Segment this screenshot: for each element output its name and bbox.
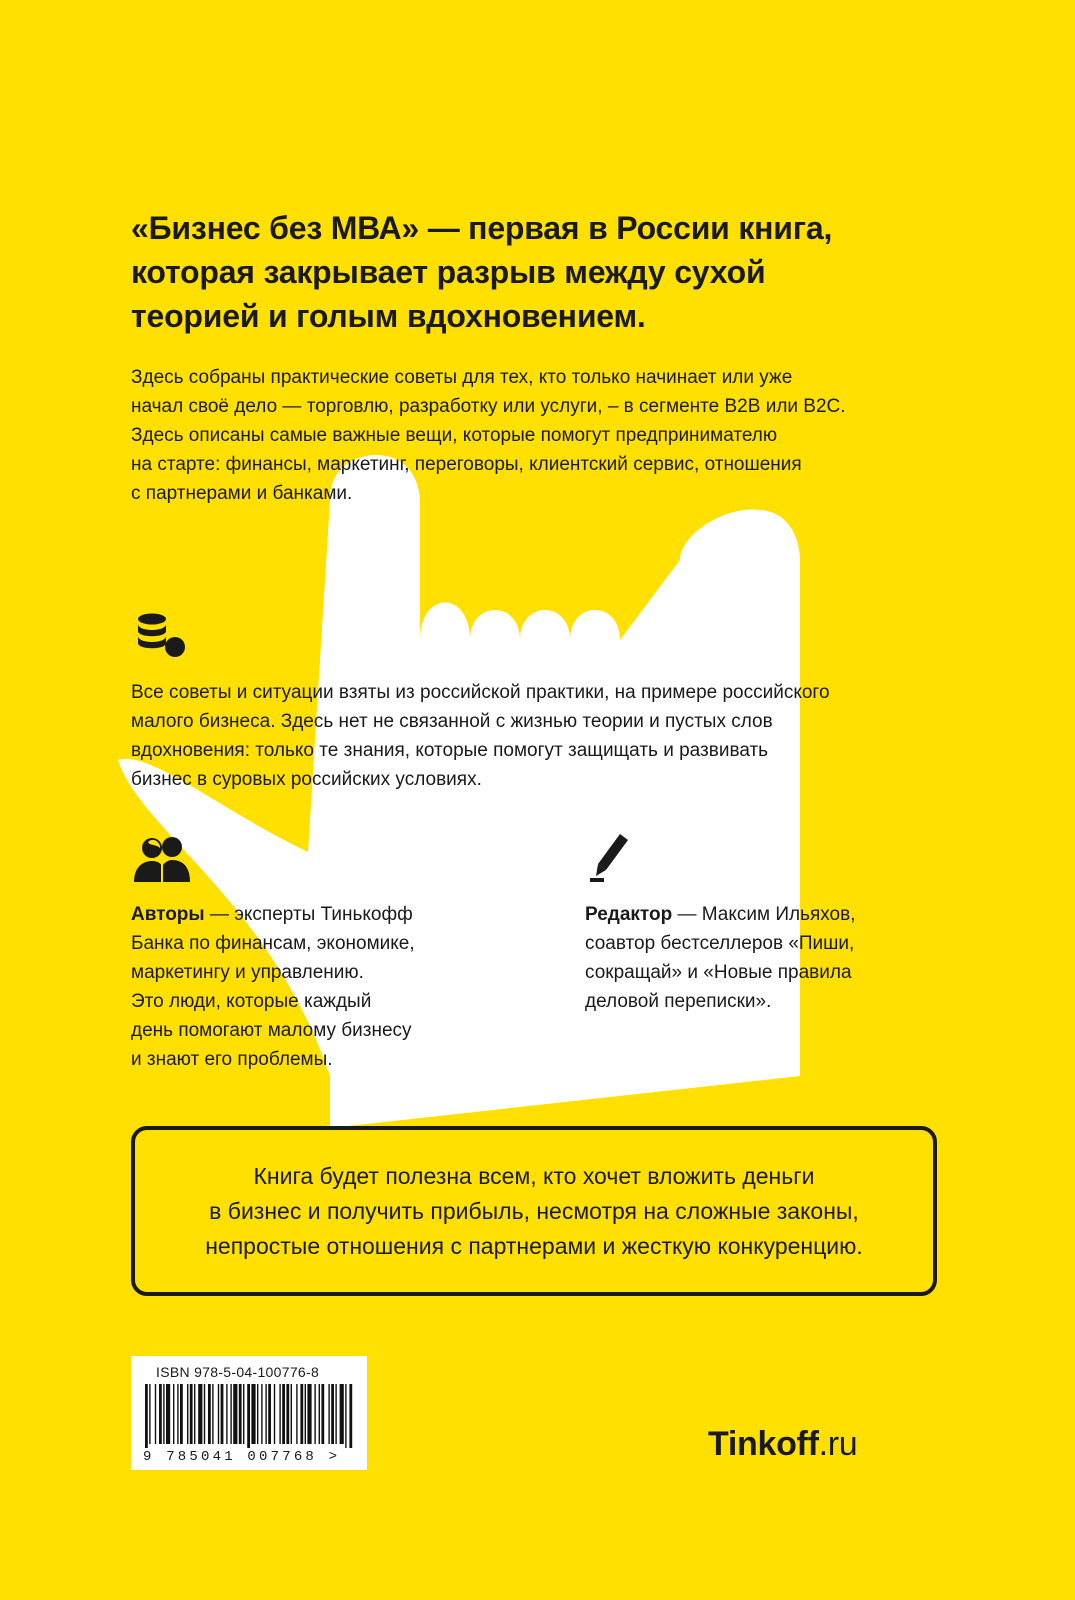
intro-paragraph [131, 363, 961, 508]
practice-paragraph [131, 678, 931, 794]
barcode-bar [328, 1384, 329, 1444]
barcode-bar [305, 1384, 306, 1444]
barcode-bar [190, 1384, 193, 1444]
barcode-bar [149, 1384, 150, 1444]
barcode-bar [233, 1384, 237, 1444]
barcode-bar [194, 1384, 195, 1444]
authors-label: Авторы [131, 904, 205, 925]
brand-name: Tinkoff [708, 1425, 819, 1463]
barcode-bar [212, 1384, 213, 1444]
intro-line: Здесь описаны самые важные вещи, которые помогут предпринимателю [131, 425, 778, 446]
barcode-bar [282, 1384, 285, 1444]
brand-domain: .ru [818, 1425, 858, 1463]
barcode-bar [335, 1384, 336, 1444]
callout-box [131, 1126, 937, 1296]
practice-line: малого бизнеса. Здесь нет не связанной с жизнью теории и пустых слов [131, 711, 773, 732]
barcode-bar [159, 1384, 162, 1444]
authors-line: и знают его проблемы. [131, 1049, 333, 1070]
isbn-label: ISBN 978-5-04-100776-8 [156, 1364, 320, 1380]
barcode-bar [340, 1384, 344, 1444]
barcode-bar [257, 1384, 258, 1444]
barcode-bar [349, 1384, 352, 1448]
intro-line: на старте: финансы, маркетинг, переговоры, клиентский сервис, отношения [131, 454, 802, 475]
editor-line: сокращай» и «Новые правила [585, 962, 852, 983]
editor-label: Редактор [585, 904, 673, 925]
barcode-bar [265, 1384, 266, 1444]
barcode-bar [319, 1384, 320, 1444]
barcode-bar [251, 1384, 255, 1444]
authors-line: Банка по финансам, экономике, [131, 933, 415, 954]
coins-icon [136, 612, 188, 658]
pen-icon [590, 832, 632, 884]
editor-line: соавтор бестселлеров «Пиши, [585, 933, 855, 954]
barcode-bar [274, 1384, 275, 1444]
callout-text [164, 1159, 904, 1264]
editor-line [585, 900, 945, 929]
barcode-bar [208, 1384, 211, 1444]
barcode-bar [163, 1384, 164, 1444]
practice-line: вдохновения: только те знания, которые помогут защищать и развивать [131, 740, 769, 761]
authors-text: — эксперты Тинькофф [204, 904, 413, 925]
barcode-bar [243, 1384, 244, 1444]
editor-line: деловой переписки». [585, 991, 772, 1012]
practice-line: Все советы и ситуации взяты из российской практики, на примере российского [131, 682, 830, 703]
barcode-bar [300, 1384, 303, 1444]
barcode-bar [286, 1384, 289, 1444]
barcode-bar [331, 1384, 334, 1444]
barcode-bar [314, 1384, 315, 1444]
intro-line: Здесь собраны практические советы для тех, кто только начинает или уже [131, 367, 793, 388]
tinkoff-logo [708, 1425, 857, 1464]
barcode-bar [268, 1384, 271, 1444]
barcode-bar [204, 1384, 205, 1444]
authors-line: день помогают малому бизнесу [131, 1020, 412, 1041]
barcode-bar [296, 1384, 297, 1444]
barcode-bar [239, 1384, 242, 1444]
intro-line: начал своё дело — торговлю, разработку или услуги, – в сегменте B2B или B2C. [131, 396, 846, 417]
barcode-bar [261, 1384, 262, 1444]
barcode-bar [173, 1384, 174, 1444]
barcode-bar [145, 1384, 148, 1448]
authors-line: Это люди, которые каждый [131, 991, 372, 1012]
people-icon [134, 834, 190, 884]
headline-line: которая закрывает разрыв между сухой [131, 254, 766, 290]
authors-line [131, 900, 491, 929]
barcode-bar [291, 1384, 292, 1444]
barcode-bar [230, 1384, 231, 1444]
barcode-bar [155, 1384, 156, 1444]
practice-line: бизнес в суровых российских условиях. [131, 769, 482, 790]
callout-line: непростые отношения с партнерами и жесткую конкуренцию. [205, 1232, 863, 1259]
barcode-bar [180, 1384, 183, 1444]
barcode-bar [279, 1384, 280, 1444]
editor-block [585, 900, 945, 1016]
barcode-bar [345, 1384, 346, 1448]
isbn-barcode [131, 1356, 367, 1470]
headline-line: теорией и голым вдохновением. [131, 298, 646, 334]
barcode-bar [166, 1384, 170, 1444]
barcode-bar [221, 1384, 224, 1444]
barcode-bars [143, 1384, 355, 1448]
barcode-bar [187, 1384, 188, 1444]
headline [131, 206, 931, 338]
callout-line: Книга будет полезна всем, кто хочет вложить деньги [253, 1162, 815, 1189]
barcode-bar [198, 1384, 202, 1444]
barcode-bar [307, 1384, 311, 1444]
authors-block [131, 900, 491, 1074]
isbn-digits: 9 785041 007768 > [143, 1449, 341, 1465]
editor-text: — Максим Ильяхов, [672, 904, 856, 925]
barcode-bar [226, 1384, 227, 1444]
authors-line: маркетингу и управлению. [131, 962, 364, 983]
intro-line: с партнерами и банками. [131, 483, 353, 504]
barcode-bar [218, 1384, 219, 1444]
barcode-bar [177, 1384, 178, 1444]
callout-line: в бизнес и получить прибыль, несмотря на сложные законы, [209, 1197, 859, 1224]
headline-line: «Бизнес без МВА» — первая в России книга, [131, 210, 833, 246]
barcode-bar [247, 1384, 250, 1448]
barcode-bar [321, 1384, 324, 1444]
